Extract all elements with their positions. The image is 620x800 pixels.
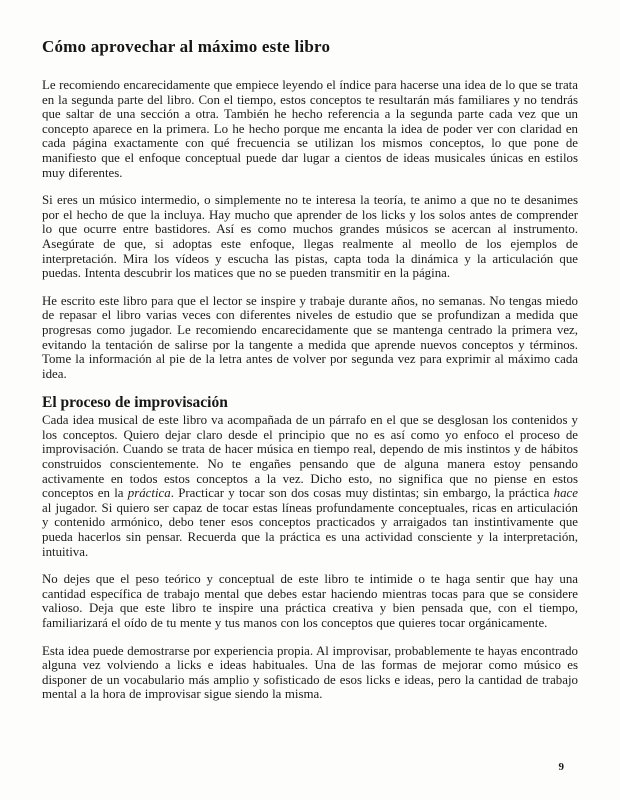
paragraph-3: He escrito este libro para que el lector se inspire y trabaje durante años, no semanas. No tengas miedo de repasar el libro varias veces con diferentes niveles de estudio que se profundizan a medida que progresas como jugador. Le recomiendo encarecidamente que se mantenga centrado la primera vez, evitando la tentación de salirse por la tangente a medida que aprende nuevos conceptos y términos. Tome la información al pie de la letra antes de volver por segunda vez para exprimir al máximo cada idea. <box>42 293 578 381</box>
italic-term-practica: práctica <box>127 486 171 501</box>
paragraph-6: Esta idea puede demostrarse por experiencia propia. Al improvisar, probablemente te hayas encontrado alguna vez volviendo a licks e ideas habituales. Una de las formas de mejorar como músico es disponer de un vocabulario más amplio y sofisticado de esos licks e ideas, pero la cantidad de trabajo mental a la hora de improvisar sigue siendo la misma. <box>42 643 578 702</box>
paragraph-4-text-1: Cada idea musical de este libro va acompañada de un párrafo en el que se desglosan los contenidos y los conceptos. Quiero dejar claro desde el principio que no es así como yo enfoco el proceso de improvisación. Cuando se trata de hacer música en tiempo real, dependo de mis instintos y de hábitos construidos conscientemente. No te engañes pensando que de alguna manera estoy pensando activamente en todos estos conceptos a la vez. Dicho esto, no significa que no piense en estos conceptos en la <box>42 413 578 501</box>
paragraph-2: Si eres un músico intermedio, o simplemente no te interesa la teoría, te animo a que no te desanimes por el hecho de que la incluya. Hay mucho que aprender de los licks y los solos antes de comprender lo que ocurre entre bastidores. Así es como muchos grandes músicos se acercan al instrumento. Asegúrate de que, si adoptas este enfoque, llegas realmente al meollo de los ejemplos de interpretación. Mira los vídeos y escucha las pistas, capta toda la dinámica y la articulación que puedas. Intenta descubrir los matices que no se pueden transmitir en la página. <box>42 193 578 281</box>
paragraph-4 <box>42 413 578 559</box>
subsection-heading: El proceso de improvisación <box>42 394 228 412</box>
italic-term-hace: hace <box>553 486 578 501</box>
paragraph-4-text-2: . Practicar y tocar son dos cosas muy distintas; sin embargo, la práctica <box>170 486 554 501</box>
chapter-heading: Cómo aprovechar al máximo este libro <box>42 37 331 56</box>
paragraph-4-text-3: al jugador. Si quiero ser capaz de tocar estas líneas profundamente conceptuales, ricas en articulación y contenido armónico, debo tener esos conceptos practicados y arraigados tan instintivamente que pueda hacerlos sin pensar. Recuerda que la práctica es una actividad consciente y la interpretación, intuitiva. <box>42 500 578 559</box>
page-number: 9 <box>558 761 564 773</box>
paragraph-5: No dejes que el peso teórico y conceptual de este libro te intimide o te haga sentir que hay una cantidad específica de trabajo mental que debes estar haciendo mientras tocas para que se considere valioso. Deja que este libro te inspire una práctica creativa y bien pensada que, con el tiempo, familiarizará el oído de tu mente y tus manos con los conceptos que quieres tocar orgánicamente. <box>42 572 578 630</box>
paragraph-1: Le recomiendo encarecidamente que empiece leyendo el índice para hacerse una idea de lo que se trata en la segunda parte del libro. Con el tiempo, estos conceptos te resultarán más familiares y no tendrás que saltar de una sección a otra. También he hecho referencia a la segunda parte cada vez que un concepto aparece en la primera. Lo he hecho porque me encanta la idea de poder ver con claridad en cada página exactamente con qué frecuencia se utilizan los mismos conceptos, lo que pone de manifiesto que el enfoque conceptual puede dar lugar a cientos de ideas musicales únicas en estilos muy diferentes. <box>42 78 578 180</box>
